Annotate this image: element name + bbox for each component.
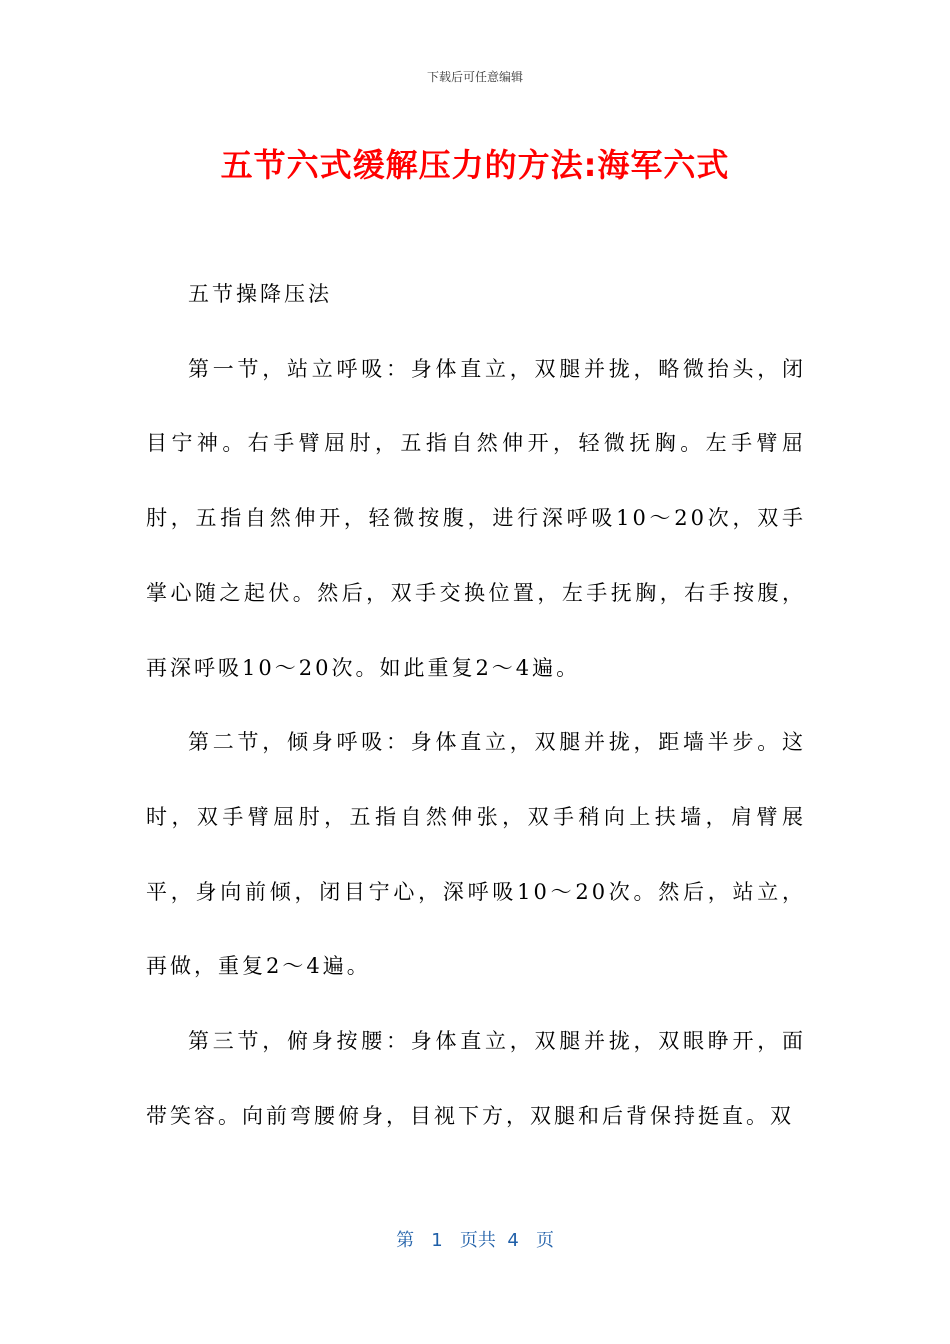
document-body (146, 257, 806, 1153)
header-note: 下载后可任意编辑 (426, 70, 523, 84)
paragraph-section-2: 第二节，倾身呼吸：身体直立，双腿并拢，距墙半步。这时，双手臂屈肘，五指自然伸张，双手稍向上扶墙，肩臂展平，身向前倾，闭目宁心，深呼吸10～20次。然后，站立，再做，重复2～4遍。 (146, 730, 806, 979)
footer-middle: 页共 (459, 1230, 496, 1251)
footer-prefix: 第 (396, 1230, 415, 1251)
footer-total-pages: 4 (507, 1230, 519, 1251)
page-footer (0, 1226, 950, 1252)
paragraph-section-3: 第三节，俯身按腰：身体直立，双腿并拢，双眼睁开，面带笑容。向前弯腰俯身，目视下方，双腿和后背保持挺直。双 (146, 1029, 806, 1128)
paragraph-section-1: 第一节，站立呼吸：身体直立，双腿并拢，略微抬头，闭目宁神。右手臂屈肘，五指自然伸开，轻微抚胸。左手臂屈肘，五指自然伸开，轻微按腹，进行深呼吸10～20次，双手掌心随之起伏。然后，双手交换位置，左手抚胸，右手按腹，再深呼吸10～20次。如此重复2～4遍。 (146, 356, 806, 680)
footer-current-page: 1 (431, 1230, 443, 1251)
section-heading: 五节操降压法 (188, 282, 332, 306)
document-title: 五节六式缓解压力的方法:海军六式 (220, 146, 730, 184)
footer-suffix: 页 (535, 1230, 554, 1251)
